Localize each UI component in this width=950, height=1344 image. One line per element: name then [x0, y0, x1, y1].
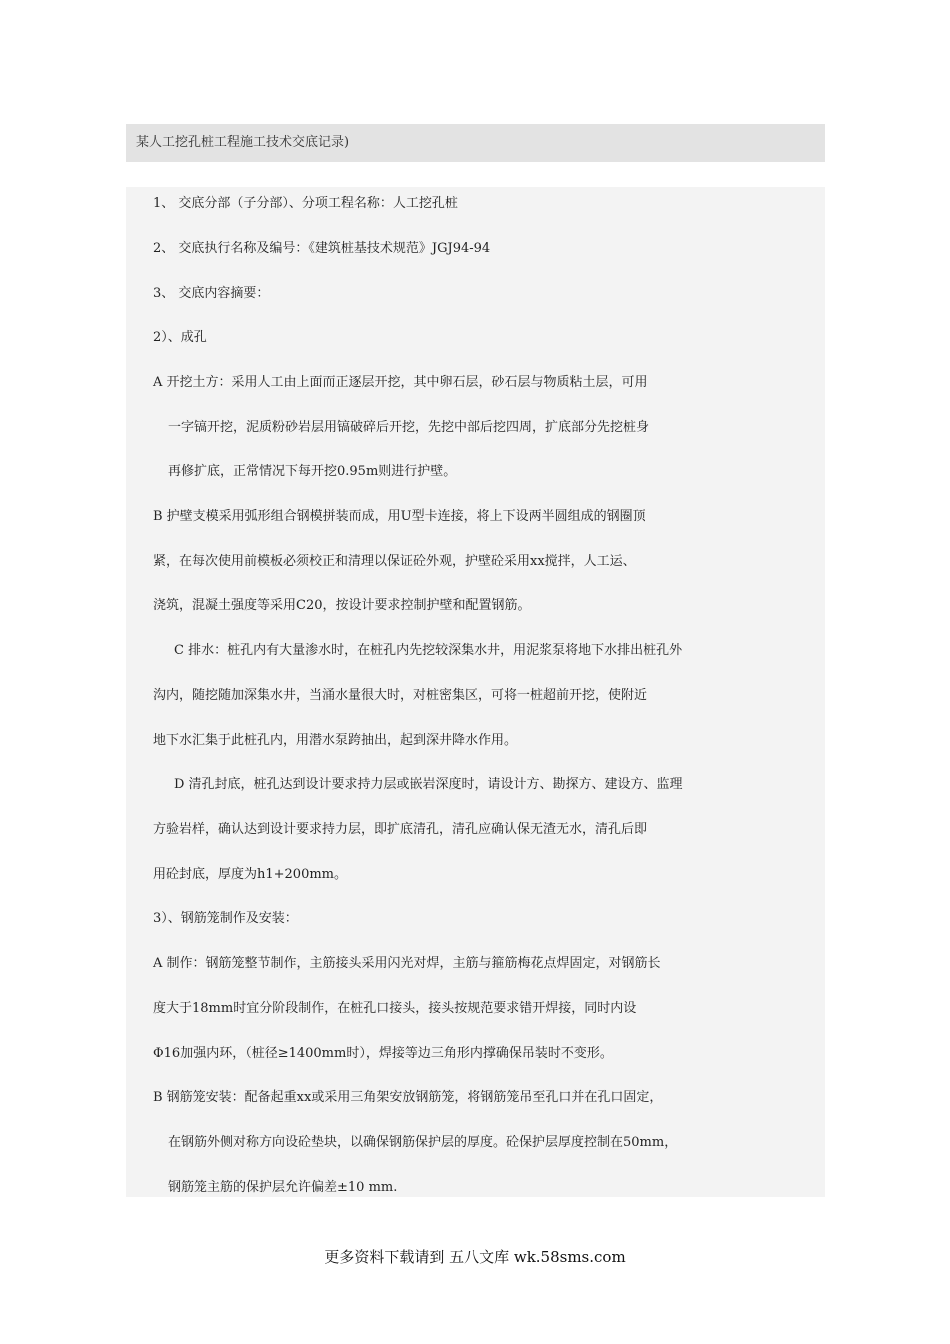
text-line: 一字镐开挖，泥质粉砂岩层用镐破碎后开挖，先挖中部后挖四周，扩底部分先挖桩身 — [168, 420, 650, 435]
text-line: A 制作：钢筋笼整节制作，主筋接头采用闪光对焊，主筋与箍筋梅花点焊固定，对钢筋长 — [153, 956, 661, 971]
text-line: 在钢筋外侧对称方向设砼垫块，以确保钢筋保护层的厚度。砼保护层厚度控制在50mm， — [168, 1135, 678, 1150]
text-line: D 清孔封底，桩孔达到设计要求持力层或嵌岩深度时，请设计方、勘探方、建设方、监理 — [174, 777, 683, 792]
text-line: 2）、成孔 — [153, 330, 207, 345]
document-title: 某人工挖孔桩工程施工技术交底记录) — [136, 135, 350, 150]
text-line: 2、 交底执行名称及编号：《建筑桩基技术规范》JGJ94-94 — [153, 241, 491, 256]
text-line: 3）、钢筋笼制作及安装： — [153, 911, 298, 926]
text-line: A 开挖土方：采用人工由上面而正逐层开挖，其中卵石层，砂石层与物质粘土层，可用 — [153, 375, 648, 390]
text-line: 钢筋笼主筋的保护层允许偏差±10 mm. — [168, 1180, 398, 1195]
text-line: B 钢筋笼安装：配备起重xx或采用三角架安放钢筋笼，将钢筋笼吊至孔口并在孔口固定， — [153, 1090, 663, 1105]
text-line: 用砼封底，厚度为h1+200mm。 — [153, 867, 348, 882]
text-line: 方验岩样，确认达到设计要求持力层，即扩底清孔，清孔应确认保无渣无水，清孔后即 — [153, 822, 648, 837]
text-line: 3、 交底内容摘要： — [153, 286, 270, 301]
text-line: 1、 交底分部（子分部）、分项工程名称：人工挖孔桩 — [153, 196, 458, 211]
text-line: 地下水汇集于此桩孔内，用潜水泵跨抽出，起到深井降水作用。 — [153, 733, 518, 748]
text-line: 再修扩底，正常情况下每开挖0.95m则进行护壁。 — [168, 464, 457, 479]
text-line: C 排水：桩孔内有大量渗水时，在桩孔内先挖较深集水井，用泥浆泵将地下水排出桩孔外 — [174, 643, 683, 658]
title-bar — [126, 124, 825, 162]
text-line: 浇筑，混凝土强度等采用C20，按设计要求控制护壁和配置钢筋。 — [153, 598, 531, 613]
footer-link-text[interactable]: 更多资料下载请到 五八文库 wk.58sms.com — [324, 1248, 626, 1266]
text-line: 紧，在每次使用前模板必须校正和清理以保证砼外观，护壁砼采用xx搅拌，人工运、 — [153, 554, 636, 569]
text-line: B 护壁支模采用弧形组合钢模拼装而成，用U型卡连接，将上下设两半圆组成的钢圈顶 — [153, 509, 646, 524]
text-line: Φ16加强内环，（桩径≥1400mm时），焊接等边三角形内撑确保吊装时不变形。 — [153, 1046, 613, 1061]
text-line: 度大于18mm时宜分阶段制作，在桩孔口接头，接头按规范要求错开焊接，同时内设 — [153, 1001, 637, 1016]
text-line: 沟内，随挖随加深集水井，当涌水量很大时，对桩密集区，可将一桩超前开挖，使附近 — [153, 688, 648, 703]
